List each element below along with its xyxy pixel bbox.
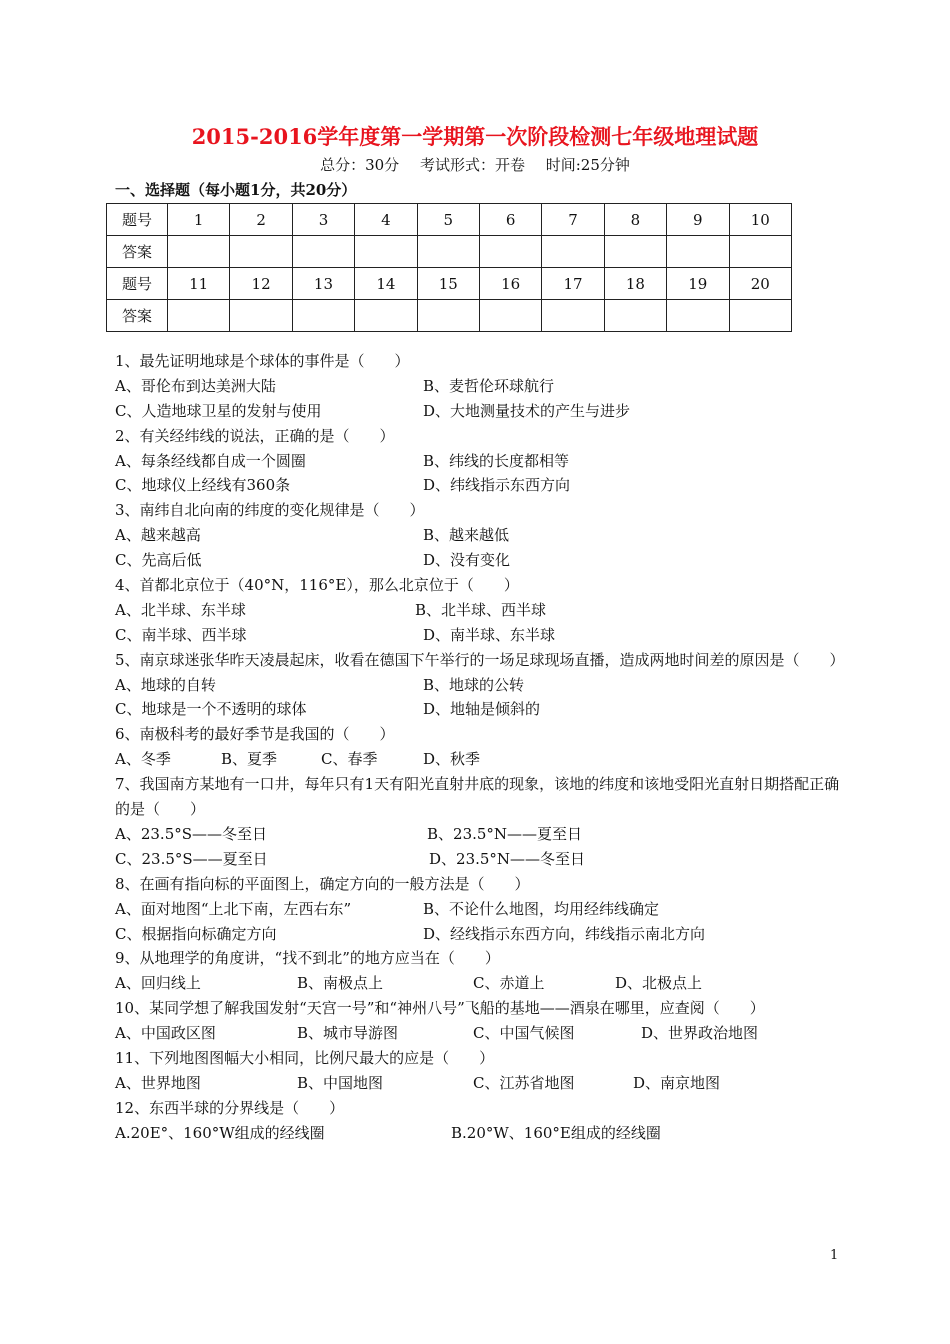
answer-cell[interactable]: [417, 236, 479, 268]
option[interactable]: B、地球的公转: [423, 675, 525, 694]
option[interactable]: B、纬线的长度都相等: [423, 451, 570, 470]
option-row: [115, 548, 840, 573]
option-row: [115, 473, 840, 498]
option-row: [115, 847, 840, 872]
option[interactable]: A、回归线上: [115, 974, 201, 993]
answer-cell[interactable]: [230, 300, 292, 332]
option[interactable]: C、地球是一个不透明的球体: [115, 700, 307, 719]
option[interactable]: B、北半球、西半球: [415, 600, 547, 619]
section-title: 一、选择题（每小题1分，共20分）: [115, 181, 357, 199]
option[interactable]: A、23.5°S——冬至日: [115, 824, 268, 843]
option-row: [115, 1021, 840, 1046]
question-number: 9: [667, 204, 729, 236]
question-number: 10: [729, 204, 791, 236]
option-row: [115, 673, 840, 698]
option[interactable]: C、春季: [321, 750, 378, 769]
question-number: 5: [417, 204, 479, 236]
question-stem: 10、某同学想了解我国发射“天宫一号”和“神州八号”飞船的基地——酒泉在哪里，应查阅（ ）: [115, 999, 765, 1018]
answer-cell[interactable]: [604, 300, 666, 332]
question-number: 20: [729, 268, 791, 300]
table-row: [107, 204, 792, 236]
question-number: 8: [604, 204, 666, 236]
question-stem: 8、在画有指向标的平面图上，确定方向的一般方法是（ ）: [115, 874, 530, 893]
option[interactable]: A、每条经线都自成一个圆圈: [115, 451, 306, 470]
answer-cell[interactable]: [168, 300, 230, 332]
table-row: [107, 236, 792, 268]
option[interactable]: A.20E°、160°W组成的经线圈: [115, 1123, 325, 1142]
option[interactable]: D、南京地图: [633, 1073, 721, 1092]
table-row: [107, 300, 792, 332]
option[interactable]: D、纬线指示东西方向: [423, 476, 571, 495]
option-row: [115, 697, 840, 722]
question-number: 12: [230, 268, 292, 300]
option[interactable]: C、南半球、西半球: [115, 625, 247, 644]
question-number: 7: [542, 204, 604, 236]
option[interactable]: A、面对地图“上北下南，左西右东”: [115, 899, 352, 918]
option[interactable]: D、北极点上: [615, 974, 703, 993]
answer-cell[interactable]: [667, 236, 729, 268]
option[interactable]: D、大地测量技术的产生与进步: [423, 401, 631, 420]
option-row: [115, 399, 840, 424]
question-stem: 3、南纬自北向南的纬度的变化规律是（ ）: [115, 501, 425, 520]
answer-cell[interactable]: [355, 300, 417, 332]
answer-cell[interactable]: [479, 300, 541, 332]
exam-info: [0, 154, 950, 175]
answer-cell[interactable]: [542, 236, 604, 268]
question-stem: 6、南极科考的最好季节是我国的（ ）: [115, 725, 395, 744]
option[interactable]: A、哥伦布到达美洲大陆: [115, 376, 276, 395]
question-number: 19: [667, 268, 729, 300]
option-row: [115, 374, 840, 399]
exam-time: 时间:25分钟: [545, 156, 630, 174]
page-number: 1: [830, 1248, 839, 1263]
question-stem: 12、东西半球的分界线是（ ）: [115, 1098, 345, 1117]
option[interactable]: B、越来越低: [423, 526, 510, 545]
option-row: [115, 523, 840, 548]
exam-form: 考试形式：开卷: [419, 156, 525, 174]
option[interactable]: C、先高后低: [115, 551, 202, 570]
question-stem: 4、首都北京位于（40°N，116°E），那么北京位于（ ）: [115, 576, 519, 595]
answer-cell[interactable]: [292, 300, 354, 332]
answer-cell[interactable]: [729, 236, 791, 268]
option[interactable]: D、23.5°N——冬至日: [429, 849, 586, 868]
option-row: [115, 1121, 840, 1146]
option[interactable]: B、南极点上: [297, 974, 384, 993]
option-row: [115, 623, 840, 648]
option[interactable]: A、越来越高: [115, 526, 201, 545]
option[interactable]: C、江苏省地图: [473, 1073, 575, 1092]
option-row: [115, 598, 840, 623]
question-number: 16: [479, 268, 541, 300]
answer-cell[interactable]: [729, 300, 791, 332]
question-number: 6: [479, 204, 541, 236]
question-number: 15: [417, 268, 479, 300]
option[interactable]: C、人造地球卫星的发射与使用: [115, 401, 322, 420]
option[interactable]: D、秋季: [423, 750, 481, 769]
option-row: [115, 897, 840, 922]
option[interactable]: C、根据指向标确定方向: [115, 924, 277, 943]
option[interactable]: B、夏季: [221, 750, 278, 769]
question-list: [115, 349, 845, 1146]
option[interactable]: B.20°W、160°E组成的经线圈: [451, 1123, 661, 1142]
row-label: 题号: [107, 204, 168, 236]
question-stem: 9、从地理学的角度讲，“找不到北”的地方应当在（ ）: [115, 949, 500, 968]
question-number: 18: [604, 268, 666, 300]
option[interactable]: A、冬季: [115, 750, 171, 769]
answer-cell[interactable]: [230, 236, 292, 268]
option-row: [115, 747, 840, 772]
option-row: [115, 822, 840, 847]
option[interactable]: A、地球的自转: [115, 675, 216, 694]
option[interactable]: C、赤道上: [473, 974, 545, 993]
answer-cell[interactable]: [604, 236, 666, 268]
option[interactable]: B、城市导游图: [297, 1024, 399, 1043]
row-label: 答案: [107, 300, 168, 332]
exam-title: 2015-2016学年度第一学期第一次阶段检测七年级地理试题: [191, 124, 759, 149]
option[interactable]: D、没有变化: [423, 551, 511, 570]
answer-cell[interactable]: [355, 236, 417, 268]
question-stem: 1、最先证明地球是个球体的事件是（ ）: [115, 352, 410, 370]
question-number: 2: [230, 204, 292, 236]
question-number: 1: [168, 204, 230, 236]
question-stem: 7、我国南方某地有一口井，每年只有1天有阳光直射井底的现象，该地的纬度和该地受阳光直射日期搭配正确的是（ ）: [115, 775, 840, 819]
question-number: 13: [292, 268, 354, 300]
option[interactable]: C、23.5°S——夏至日: [115, 849, 268, 868]
option[interactable]: D、地轴是倾斜的: [423, 700, 541, 719]
option[interactable]: C、中国气候图: [473, 1024, 575, 1043]
option[interactable]: B、23.5°N——夏至日: [427, 824, 583, 843]
answer-cell[interactable]: [292, 236, 354, 268]
option-row: [115, 922, 840, 947]
question-number: 17: [542, 268, 604, 300]
option[interactable]: B、不论什么地图，均用经纬线确定: [423, 899, 660, 918]
question-number: 3: [292, 204, 354, 236]
answer-cell[interactable]: [479, 236, 541, 268]
answer-table: [106, 203, 792, 332]
option[interactable]: D、世界政治地图: [641, 1024, 759, 1043]
answer-cell[interactable]: [667, 300, 729, 332]
question-stem: 2、有关经纬线的说法，正确的是（ ）: [115, 426, 395, 445]
answer-cell[interactable]: [542, 300, 604, 332]
total-score: 总分：30分: [320, 156, 400, 174]
option[interactable]: A、中国政区图: [115, 1024, 216, 1043]
option[interactable]: C、地球仪上经线有360条: [115, 476, 291, 495]
question-number: 11: [168, 268, 230, 300]
option[interactable]: D、南半球、东半球: [423, 625, 556, 644]
option[interactable]: B、麦哲伦环球航行: [423, 376, 555, 395]
option-row: [115, 449, 840, 474]
answer-cell[interactable]: [417, 300, 479, 332]
option[interactable]: A、北半球、东半球: [115, 600, 246, 619]
question-number: 14: [355, 268, 417, 300]
question-stem: 5、南京球迷张华昨天凌晨起床，收看在德国下午举行的一场足球现场直播，造成两地时间差的原因是（ ）: [115, 650, 845, 669]
table-row: [107, 268, 792, 300]
answer-cell[interactable]: [168, 236, 230, 268]
option[interactable]: D、经线指示东西方向，纬线指示南北方向: [423, 924, 706, 943]
question-number: 4: [355, 204, 417, 236]
option-row: [115, 971, 840, 996]
row-label: 答案: [107, 236, 168, 268]
option[interactable]: A、世界地图: [115, 1073, 201, 1092]
option[interactable]: B、中国地图: [297, 1073, 384, 1092]
question-stem: 11、下列地图图幅大小相同，比例尺最大的应是（ ）: [115, 1049, 495, 1067]
row-label: 题号: [107, 268, 168, 300]
option-row: [115, 1071, 840, 1096]
